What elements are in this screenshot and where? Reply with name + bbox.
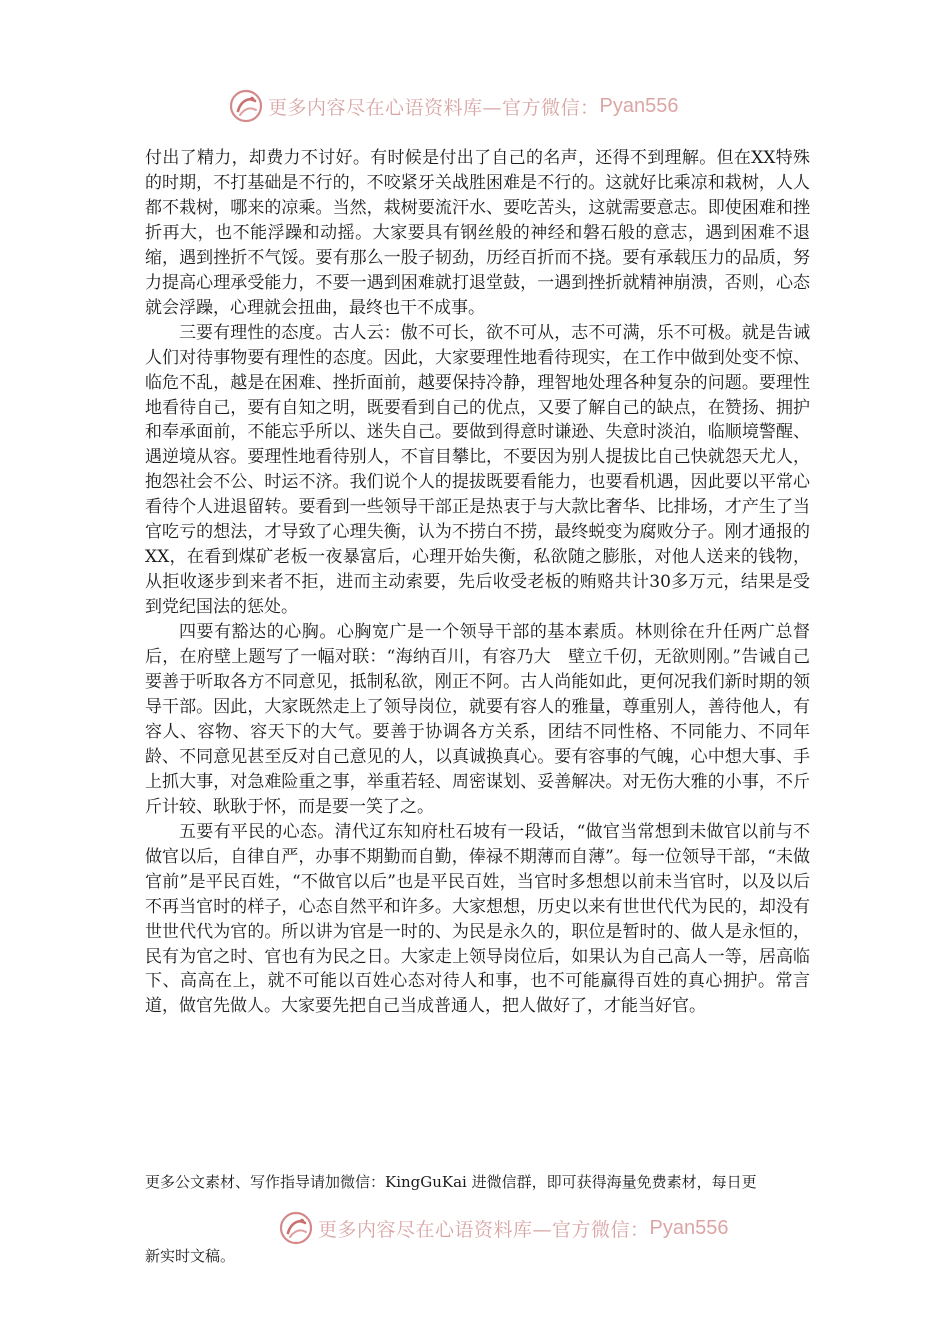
footer-note-line-2: 新实时文稿。: [145, 1247, 236, 1265]
paragraph-4: 五要有平民的心态。清代辽东知府杜石坡有一段话，“做官当常想到未做官以前与不做官以后，自律自严，办事不期勤而自勤，俸禄不期薄而自薄”。每一位领导干部，“未做官前”是平民百姓，“不做官以后”也是平民百姓，当官时多想想以前未当官时，以及以后不再当官时的样子，心态自然平和许多。大家想想，历史以来有世世代代为民的，却没有世世代代为官的。所以讲为官是一时的、为民是永久的，职位是暂时的、做人是永恒的，民有为官之时、官也有为民之日。大家走上领导岗位后，如果认为自己高人一等，居高临下、高高在上，就不可能以百姓心态对待人和事，也不可能赢得百姓的真心拥护。常言道，做官先做人。大家要先把自己当成普通人，把人做好了，才能当好官。: [145, 821, 810, 1017]
document-body: [145, 146, 810, 1019]
watermark-wechat-id: Pyan556: [649, 1216, 729, 1239]
watermark-text: 更多内容尽在心语资料库—官方微信：: [268, 96, 600, 119]
paragraph-1: 付出了精力，却费力不讨好。有时候是付出了自己的名声，还得不到理解。但在XX特殊的时期，不打基础是不行的，不咬紧牙关战胜困难是不行的。这就好比乘凉和栽树，人人都不栽树，哪来的凉乘。当然，栽树要流汗水、要吃苦头，这就需要意志。即使困难和挫折再大，也不能浮躁和动摇。大家要具有钢丝般的神经和磐石般的意志，遇到困难不退缩，遇到挫折不气馁。要有那么一股子韧劲，历经百折而不挠。要有承载压力的品质，努力提高心理承受能力，不要一遇到困难就打退堂鼓，一遇到挫折就精神崩溃，否则，心态就会浮躁，心理就会扭曲，最终也干不成事。: [145, 148, 810, 318]
watermark-banner-bottom: [278, 1208, 728, 1248]
footer-note-line-1: 更多公文素材、写作指导请加微信：KingGuKai 进微信群，即可获得海量免费素材，每日更: [145, 1173, 757, 1191]
watermark-banner-top: [228, 86, 678, 126]
seal-logo-icon: [278, 1210, 314, 1246]
watermark-wechat-id: Pyan556: [599, 94, 679, 117]
seal-logo-icon: [228, 88, 264, 124]
paragraph-2: 三要有理性的态度。古人云：傲不可长，欲不可从，志不可满，乐不可极。就是告诫人们对待事物要有理性的态度。因此，大家要理性地看待现实，在工作中做到处变不惊、临危不乱，越是在困难、挫折面前，越要保持冷静，理智地处理各种复杂的问题。要理性地看待自己，要有自知之明，既要看到自己的优点，又要了解自己的缺点，在赞扬、拥护和奉承面前，不能忘乎所以、迷失自己。要做到得意时谦逊、失意时淡泊，临顺境警醒、遇逆境从容。要理性地看待别人，不盲目攀比，不要因为别人提拔比自己快就怨天尤人，抱怨社会不公、时运不济。我们说个人的提拔既要看能力，也要看机遇，因此要以平常心看待个人进退留转。要看到一些领导干部正是热衷于与大款比奢华、比排场，才产生了当官吃亏的想法，才导致了心理失衡，认为不捞白不捞，最终蜕变为腐败分子。刚才通报的XX，在看到煤矿老板一夜暴富后，心理开始失衡，私欲随之膨胀，对他人送来的钱物，从拒收逐步到来者不拒，进而主动索要，先后收受老板的贿赂共计30多万元，结果是受到党纪国法的惩处。: [145, 322, 810, 618]
paragraph-3: 四要有豁达的心胸。心胸宽广是一个领导干部的基本素质。林则徐在升任两广总督后，在府壁上题写了一幅对联：“海纳百川，有容乃大 壁立千仞，无欲则刚。”告诫自己要善于听取各方不同意见，抵制私欲，刚正不阿。古人尚能如此，更何况我们新时期的领导干部。因此，大家既然走上了领导岗位，就要有容人的雅量，尊重别人，善待他人，有容人、容物、容天下的大气。要善于协调各方关系，团结不同性格、不同能力、不同年龄、不同意见甚至反对自己意见的人，以真诚换真心。要有容事的气魄，心中想大事、手上抓大事，对急难险重之事，举重若轻、周密谋划、妥善解决。对无伤大雅的小事，不斤斤计较、耿耿于怀，而是要一笑了之。: [145, 622, 810, 817]
watermark-text: 更多内容尽在心语资料库—官方微信：: [318, 1218, 650, 1241]
